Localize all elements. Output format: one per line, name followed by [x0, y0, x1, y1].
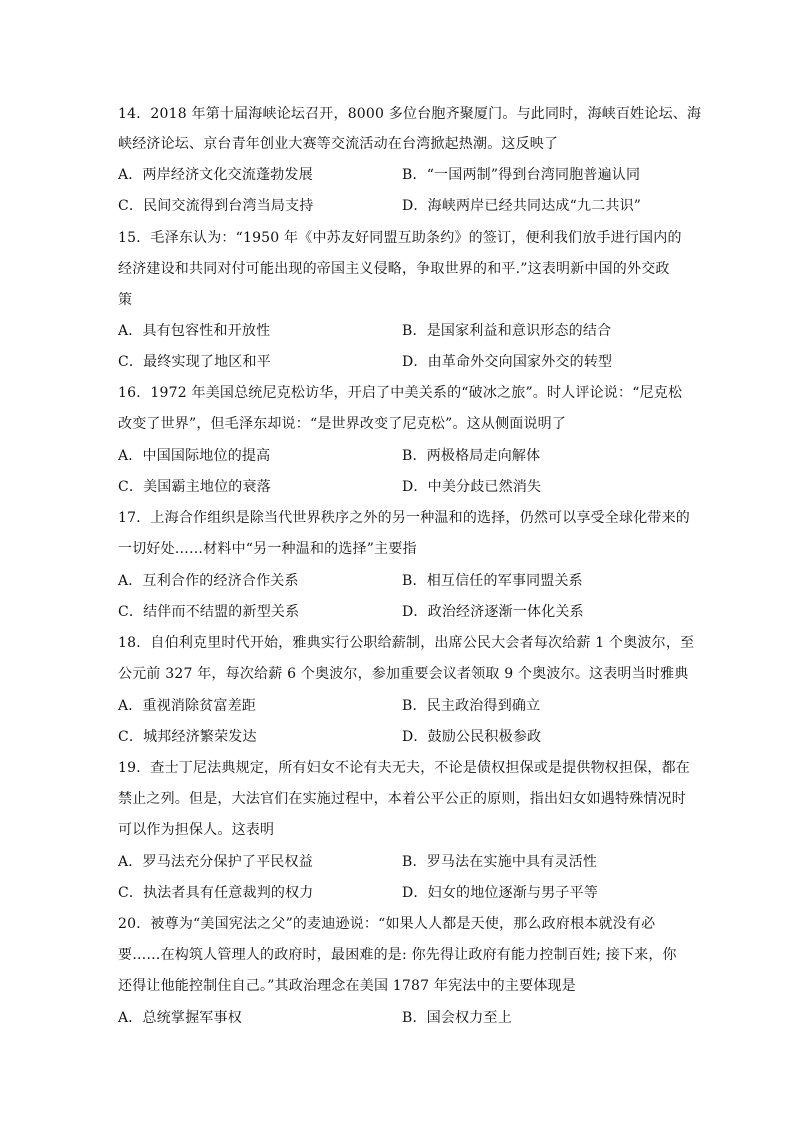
question-17-stem-line-2: 一切好处……材料中“另一种温和的选择”主要指: [118, 541, 417, 557]
question-20-stem-line-3: 还得让他能控制住自己。”其政治理念在美国 1787 年宪法中的主要体现是: [118, 978, 576, 994]
question-19-stem-line-3: 可以作为担保人。这表明: [118, 822, 275, 838]
question-15-stem-line-1: 15．毛泽东认为：“1950 年《中苏友好同盟互助条约》的签订，便利我们放手进行国内的: [118, 230, 682, 246]
question-19-option-b: B．罗马法在实施中具有灵活性: [402, 854, 598, 870]
question-14-option-a: A．两岸经济文化交流蓬勃发展: [118, 167, 313, 183]
question-18-option-c: C．城邦经济繁荣发达: [118, 729, 257, 745]
question-16-option-c: C．美国霸主地位的衰落: [118, 479, 271, 495]
question-19-stem-line-2: 禁止之列。但是，大法官们在实施过程中，本着公平公正的原则，指出妇女如遇特殊情况时: [118, 791, 686, 807]
question-19-option-c: C．执法者具有任意裁判的权力: [118, 885, 314, 901]
question-20-stem-line-2: 要……在构筑人管理人的政府时，最困难的是: 你先得让政府有能力控制百姓; 接下来，你: [118, 947, 677, 963]
question-15-option-c: C．最终实现了地区和平: [118, 354, 271, 370]
question-16-option-b: B．两极格局走向解体: [402, 448, 541, 464]
question-19-option-d: D．妇女的地位逐渐与男子平等: [402, 885, 599, 901]
question-16-option-a: A．中国国际地位的提高: [118, 448, 271, 464]
question-18-option-a: A．重视消除贫富差距: [118, 698, 257, 714]
question-16-stem-line-2: 改变了世界”，但毛泽东却说：“是世界改变了尼克松”。这从侧面说明了: [118, 416, 567, 432]
question-18-stem-line-1: 18．自伯利克里时代开始，雅典实行公职给薪制，出席公民大会者每次给薪 1 个奥波尔，至: [118, 635, 695, 651]
question-14-option-d: D．海峡两岸已经共同达成“九二共识”: [402, 198, 642, 214]
question-18-option-b: B．民主政治得到确立: [402, 698, 541, 714]
question-16-option-d: D．中美分歧已然消失: [402, 479, 542, 495]
question-15-option-b: B．是国家利益和意识形态的结合: [402, 323, 612, 339]
question-18-option-d: D．鼓励公民积极参政: [402, 729, 542, 745]
question-15-option-a: A．具有包容性和开放性: [118, 323, 271, 339]
question-15-stem-line-2: 经济建设和共同对付可能出现的帝国主义侵略，争取世界的和平.”这表明新中国的外交政: [118, 261, 670, 277]
question-16-stem-line-1: 16．1972 年美国总统尼克松访华，开启了中美关系的“破冰之旅”。时人评论说：“尼克松: [118, 385, 683, 401]
question-14-stem-line-2: 峡经济论坛、京台青年创业大赛等交流活动在台湾掀起热潮。这反映了: [118, 136, 559, 152]
question-17-option-c: C．结伴而不结盟的新型关系: [118, 604, 300, 620]
question-20-option-a: A．总统掌握军事权: [118, 1010, 242, 1026]
question-17-option-b: B．相互信任的军事同盟关系: [402, 573, 583, 589]
question-19-stem-line-1: 19．查士丁尼法典规定，所有妇女不论有夫无夫，不论是债权担保或是提供物权担保，都在: [118, 760, 691, 776]
question-15-stem-line-3: 策: [118, 292, 133, 308]
question-15-option-d: D．由革命外交向国家外交的转型: [402, 354, 613, 370]
question-17-stem-line-1: 17．上海合作组织是除当代世界秩序之外的另一种温和的选择，仍然可以享受全球化带来的: [118, 510, 691, 526]
question-17-option-d: D．政治经济逐渐一体化关系: [402, 604, 584, 620]
question-14-stem-line-1: 14．2018 年第十届海峡论坛召开，8000 多位台胞齐聚厦门。与此同时，海峡百姓论坛、海: [118, 106, 702, 122]
question-18-stem-line-2: 公元前 327 年，每次给薪 6 个奥波尔，参加重要会议者领取 9 个奥波尔。这表明当时雅典: [118, 666, 689, 682]
question-17-option-a: A．互利合作的经济合作关系: [118, 573, 299, 589]
question-14-option-b: B．“一国两制”得到台湾同胞普遍认同: [402, 167, 641, 183]
question-20-option-b: B．国会权力至上: [402, 1010, 512, 1026]
question-14-option-c: C．民间交流得到台湾当局支持: [118, 198, 314, 214]
question-19-option-a: A．罗马法充分保护了平民权益: [118, 854, 313, 870]
question-20-stem-line-1: 20．被尊为“美国宪法之父”的麦迪逊说：“如果人人都是天使，那么政府根本就没有必: [118, 916, 656, 932]
